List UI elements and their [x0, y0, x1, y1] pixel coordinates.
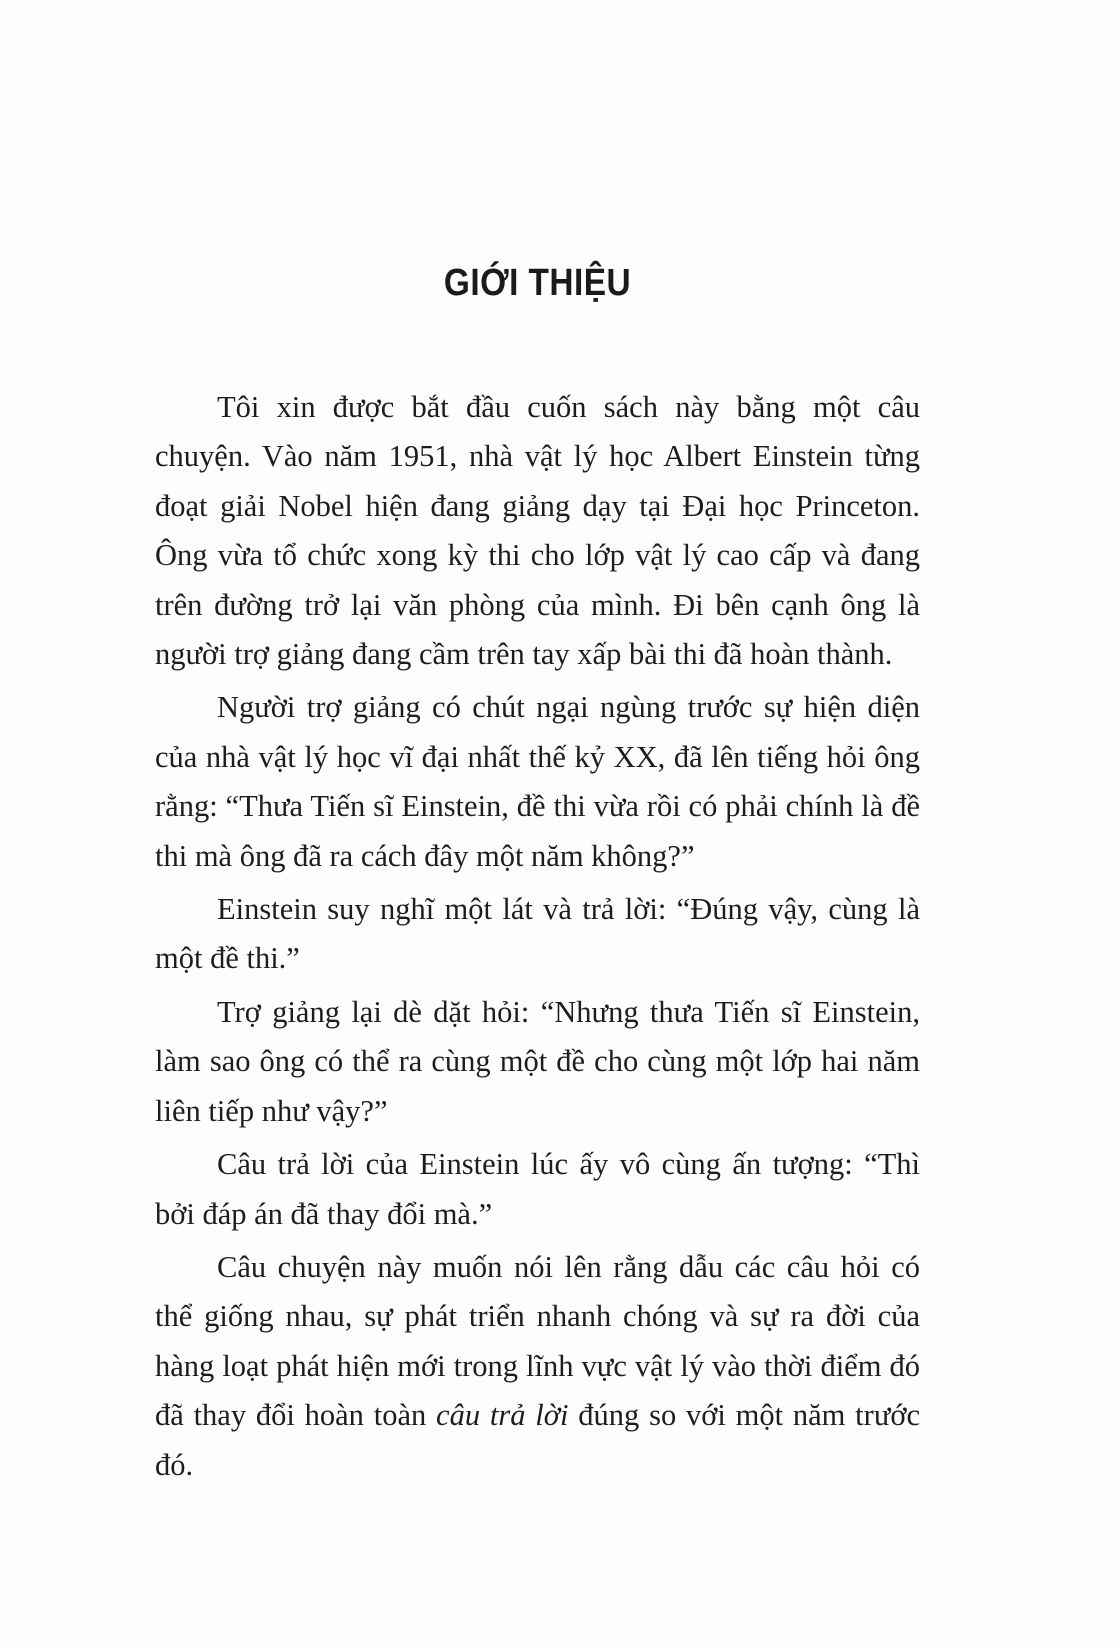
paragraph-6-after: đúng so với một năm trước đó. [155, 1398, 921, 1482]
page-title: GIỚI THIỆU [443, 262, 632, 304]
paragraph-4: Trợ giảng lại dè dặt hỏi: “Nhưng thưa Tiến sĩ Einstein, làm sao ông có thể ra cùng một đề cho cùng một lớp hai năm liên tiếp như vậy?” [155, 994, 920, 1128]
body-text [155, 383, 920, 1490]
paragraph-5: Câu trả lời của Einstein lúc ấy vô cùng ấn tượng: “Thì bởi đáp án đã thay đổi mà.” [155, 1147, 920, 1231]
paragraph-2: Người trợ giảng có chút ngại ngùng trước sự hiện diện của nhà vật lý học vĩ đại nhất thế kỷ XX, đã lên tiếng hỏi ông rằng: “Thưa Tiến sĩ Einstein, đề thi vừa rồi có phải chính là đề thi mà ông đã ra cách đây một năm không?” [155, 690, 920, 873]
paragraph-1: Tôi xin được bắt đầu cuốn sách này bằng một câu chuyện. Vào năm 1951, nhà vật lý học Albert Einstein từng đoạt giải Nobel hiện đang giảng dạy tại Đại học Princeton. Ông vừa tổ chức xong kỳ thi cho lớp vật lý cao cấp và đang trên đường trở lại văn phòng của mình. Đi bên cạnh ông là người trợ giảng đang cầm trên tay xấp bài thi đã hoàn thành. [155, 390, 920, 672]
paragraph-6-before: Câu chuyện này muốn nói lên rằng dẫu các câu hỏi có thể giống nhau, sự phát triển nhanh chóng và sự ra đời của hàng loạt phát hiện mới trong lĩnh vực vật lý vào thời điểm đó đã thay đổi hoàn toàn [155, 1249, 920, 1433]
paragraph-6-emphasis: câu trả lời [436, 1398, 569, 1433]
paragraph-6 [155, 1243, 920, 1490]
page-content [155, 0, 920, 1494]
paragraph-3: Einstein suy nghĩ một lát và trả lời: “Đúng vậy, cùng là một đề thi.” [155, 892, 920, 976]
